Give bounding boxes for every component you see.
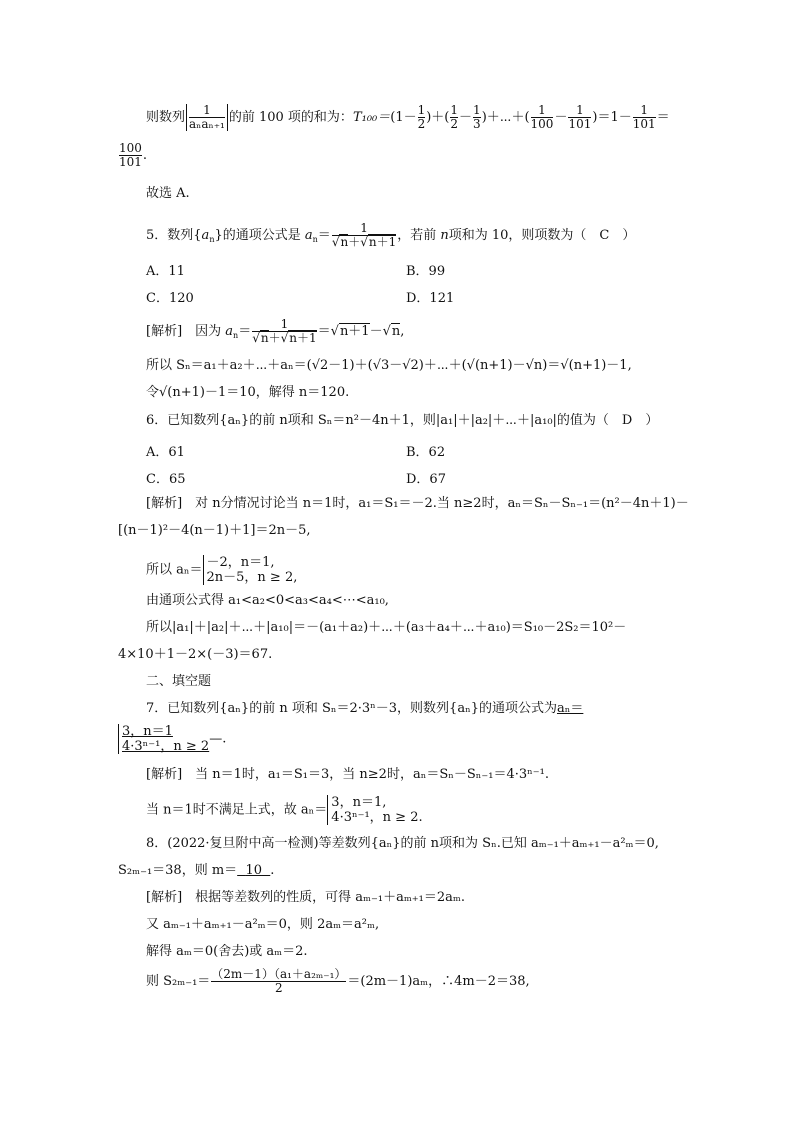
q7-solution-2	[146, 795, 423, 825]
question-8-stem-1: 8．(2022·复旦附中高一检测)等差数列{aₙ}的前 n项和为 Sₙ.已知 aₘ₋₁＋aₘ₊₁－a²ₘ＝0,	[146, 836, 659, 851]
q5-solution-1: [解析] 因为 $a_n=$ $\frac{1}{√n+√n+1}$ ＝√n＋1－√n,	[146, 317, 405, 345]
text: S₂ₘ₋₁＝38，则 m＝	[118, 863, 238, 878]
fraction	[211, 968, 346, 995]
question-5-stem: 5．数列$\{a_n\}$的通项公式是 $a_n=$ $\frac{1}{√n+√n+1}$ ，若前 n项和为 10，则项数为（ C ）	[146, 221, 636, 249]
q8-solution-2: 又 aₘ₋₁＋aₘ₊₁－a²ₘ＝0，则 2aₘ＝a²ₘ,	[146, 917, 380, 932]
q6-solution-1: [解析] 对 n分情况讨论当 n＝1时，a₁＝S₁＝－2.当 n≥2时，aₙ＝Sₙ－Sₙ₋₁＝(n²－4n＋1)－	[146, 496, 689, 511]
q6-solution-3	[146, 555, 297, 585]
text: 7．已知数列{aₙ}的前 n 项和 Sₙ＝2·3ⁿ－3，则数列{aₙ}的通项公式为	[146, 701, 557, 716]
q5-solution-3: 令√(n+1)－1＝10，解得 n＝120.	[146, 385, 350, 400]
question-8-stem-2: S₂ₘ₋₁＝38，则 m＝ 10 .	[118, 863, 275, 878]
q5-option-a: A．11	[146, 264, 185, 279]
text: －2，n＝1,	[206, 555, 275, 570]
q5-option-d: D．121	[406, 291, 455, 306]
line-result-fraction: $\frac{100}{101}$ .	[119, 141, 148, 169]
text: 4·3ⁿ⁻¹，n ≥ 2.	[331, 810, 423, 825]
text: 2	[211, 981, 346, 995]
text: 所以 aₙ＝	[146, 562, 203, 578]
line-sum-formula: 则数列 $\frac{1}{\text{aₙaₙ₊₁}}$ 的前 100 项的和为：T₁₀₀＝(1－ $\frac{1}{2}$ )＋( $\frac{1}{2}$ － $\frac{1}{3}$ )＋⋯＋( $\frac{1}{100}$ － $\frac{1}{101}$ )＝1－ $\frac{1}{101}$ ＝	[146, 103, 670, 131]
text: 当 n＝1时不满足上式，故 aₙ＝	[146, 802, 328, 818]
text: 4·3ⁿ⁻¹，n ≥ 2	[122, 739, 210, 754]
question-6-stem: 6．已知数列{aₙ}的前 n项和 Sₙ＝n²－4n＋1，则|a₁|＋|a₂|＋⋯＋|a₁₀|的值为（ D ）	[146, 413, 659, 428]
answer-blank: aₙ＝	[556, 701, 584, 716]
text: 3，n＝1	[122, 724, 173, 739]
q6-solution-6: 4×10＋1－2×(－3)＝67.	[118, 647, 273, 662]
q6-solution-5: 所以|a₁|＋|a₂|＋⋯＋|a₁₀|＝－(a₁＋a₂)＋⋯＋(a₃＋a₄＋⋯＋a₁₀)＝S₁₀－2S₂＝10²－	[146, 620, 627, 635]
text: T₁₀₀＝	[352, 110, 391, 125]
fraction: $\frac{1}{\text{aₙaₙ₊₁}}$	[186, 104, 228, 131]
answer-blank	[237, 863, 270, 878]
answer-value: 10	[245, 863, 262, 878]
q6-option-a: A．61	[146, 445, 185, 460]
q8-solution-1: [解析] 根据等差数列的性质，可得 aₘ₋₁＋aₘ₊₁＝2aₘ.	[146, 890, 465, 905]
piecewise-brace	[327, 795, 422, 825]
line-answer-a: 故选 A.	[146, 186, 190, 201]
text: 2n－5，n ≥ 2,	[206, 570, 298, 585]
q8-solution-4	[146, 968, 530, 995]
text: ＝1－	[597, 110, 632, 125]
q6-option-b: B．62	[406, 445, 446, 460]
question-7-answer: 3，n＝1 4·3ⁿ⁻¹，n ≥ 2 —.	[118, 724, 226, 754]
question-7-stem	[146, 701, 583, 717]
q6-option-c: C．65	[146, 472, 186, 487]
q6-solution-4: 由通项公式得 a₁<a₂<0<a₃<a₄<⋯<a₁₀,	[146, 593, 389, 608]
q7-solution-1: [解析] 当 n＝1时，a₁＝S₁＝3，当 n≥2时，aₙ＝Sₙ－Sₙ₋₁＝4·3ⁿ⁻¹.	[146, 767, 549, 782]
q5-option-b: B．99	[406, 264, 446, 279]
q6-option-d: D．67	[406, 472, 446, 487]
piecewise-brace	[118, 724, 209, 754]
q6-solution-2: [(n－1)²－4(n－1)＋1]＝2n－5,	[118, 523, 311, 538]
text: （2m－1）（a₁＋a₂ₘ₋₁）	[211, 967, 347, 981]
text: 则 S₂ₘ₋₁＝	[146, 974, 211, 989]
text: ＝(2m－1)aₘ，∴4m－2＝38,	[347, 974, 530, 989]
section-heading-fill-in: 二、填空题	[146, 674, 212, 689]
q5-option-c: C．120	[146, 291, 194, 306]
q8-solution-3: 解得 aₘ＝0(舍去)或 aₘ＝2.	[146, 944, 308, 959]
piecewise-brace	[203, 555, 298, 585]
text: 的前 100 项的和为：	[228, 110, 353, 125]
text: 3，n＝1,	[331, 795, 387, 810]
text: 则数列	[146, 110, 186, 125]
q5-solution-2: 所以 Sₙ＝a₁＋a₂＋⋯＋aₙ＝(√2－1)＋(√3－√2)＋⋯＋(√(n+1)－√n)＝√(n+1)－1,	[146, 358, 632, 373]
